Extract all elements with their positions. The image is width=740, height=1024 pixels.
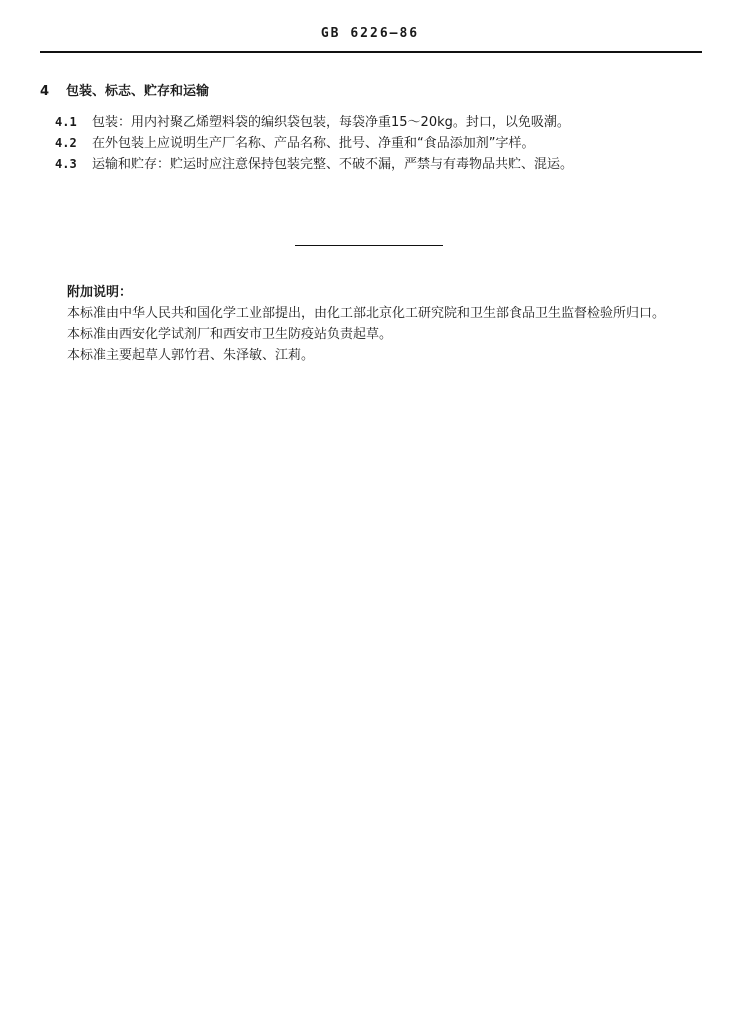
clause-text: 在外包装上应说明生产厂名称、产品名称、批号、净重和“食品添加剂”字样。 [92,136,535,151]
standard-code: GB 6226—86 [320,26,420,41]
section-title: 包装、标志、贮存和运输 [66,84,210,99]
additional-notes [40,303,702,366]
note-paragraph: 本标准由中华人民共和国化学工业部提出，由化工部北京化工研究院和卫生部食品卫生监督检验所归口。 [67,306,666,321]
clause-text: 运输和贮存：贮运时应注意保持包装完整、不破不漏，严禁与有毒物品共贮、混运。 [92,157,574,172]
clause-4-1 [55,112,705,133]
clause-number: 4.1 [55,115,77,129]
end-of-text-rule [295,245,443,246]
clause-list [55,112,705,175]
additional-notes-title: 附加说明： [67,285,133,300]
note-paragraph: 本标准由西安化学试剂厂和西安市卫生防疫站负责起草。 [67,327,393,342]
clause-4-2 [55,133,705,154]
clause-4-3 [55,154,705,175]
clause-number: 4.3 [55,157,77,171]
note-paragraph: 本标准主要起草人郭竹君、朱泽敏、江莉。 [67,348,315,363]
section-number: 4 [40,84,50,99]
clause-text: 包装：用内衬聚乙烯塑料袋的编织袋包装，每袋净重15～20kg。封口，以免吸潮。 [92,115,570,130]
header-rule [40,51,702,53]
clause-number: 4.2 [55,136,77,150]
section-heading [40,80,209,99]
